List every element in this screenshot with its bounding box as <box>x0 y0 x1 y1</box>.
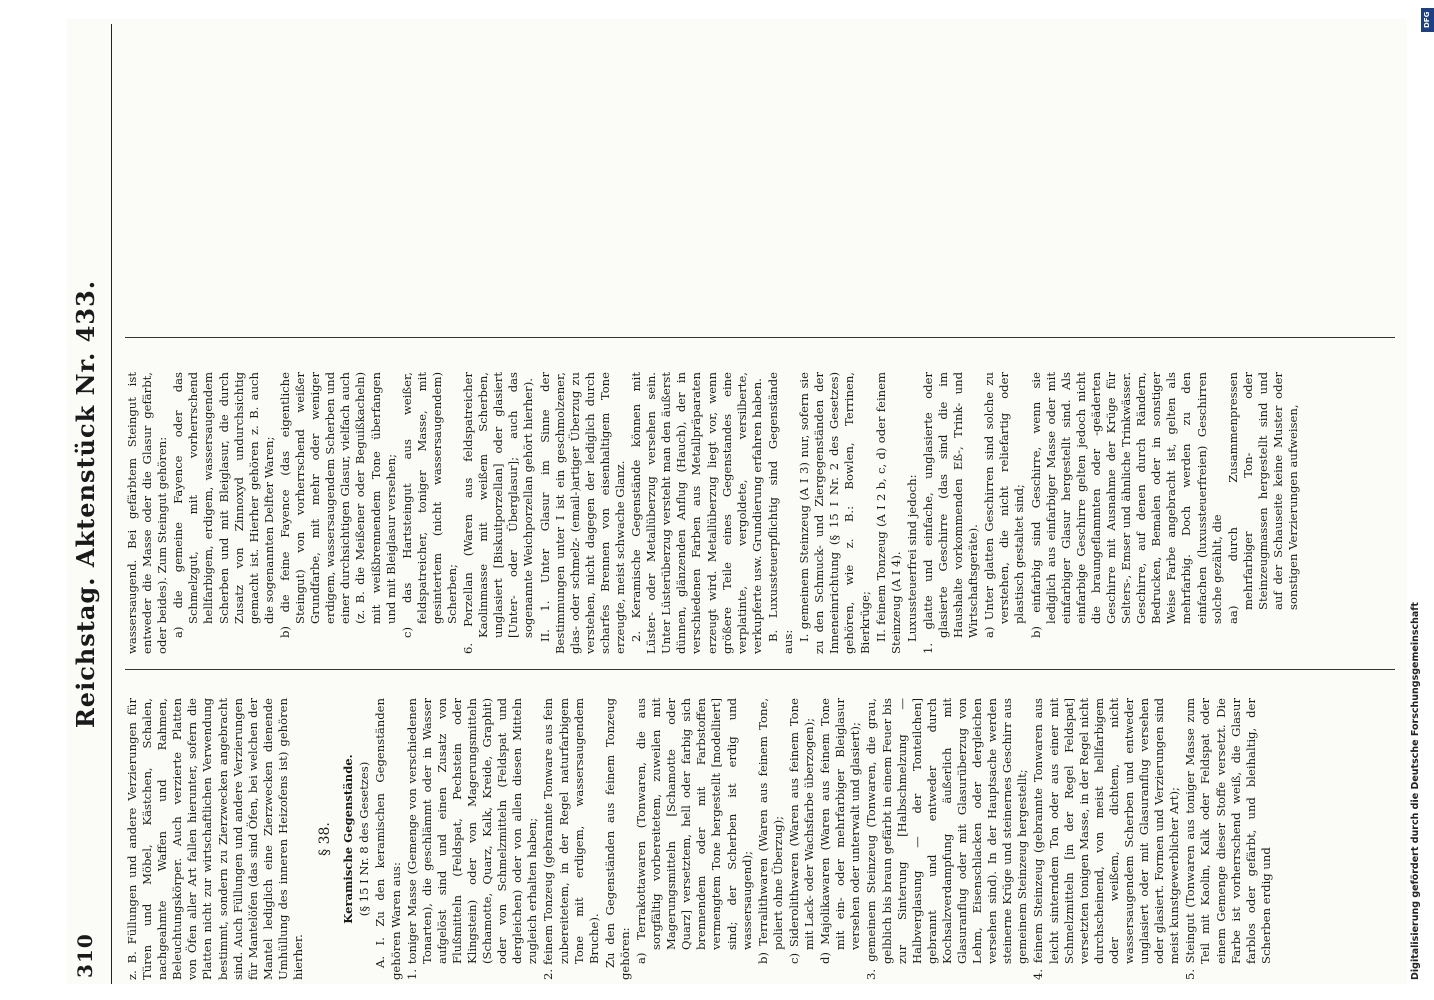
text-column-left <box>125 698 1395 980</box>
paragraph-continuation: wassersaugend. Bei gefärbtem Steingut ist entweder die Masse oder die Glasur gefärbt, oder beides). Zum Steingut gehören: <box>125 372 170 654</box>
page-number: 310 <box>73 933 97 978</box>
list-item-3: 3. gemeinem Steinzeug (Tonwaren, die grau, gelblich bis braun gefärbt in einem Feuer bis zur Sinterung [Halbschmelzung — Halbverglasung — der Tonteilchen] gebrannt und entweder durch Kochsalzverdampfung äußerlich mit Glasuranflug oder mit Glasurüberzug von Lehm, Eisenschlacken oder dergleichen versehen sind). In der Hauptsache werden steinerne Krüge und steinernes Geschirr aus gemeinem Steinzeug hergestellt; <box>864 698 1030 980</box>
dfg-logo: DFG <box>1421 8 1434 32</box>
exempt-item-aa: aa) durch Zusammenpressen mehrfarbiger Ton- oder Steinzeugmassen hergestellt sind und auf der Schauseite keine Muster oder sonstigen Verzierungen aufweisen, <box>1225 372 1301 624</box>
digitization-note: Digitalisierung gefördert durch die Deutsche Forschungsgemeinschaft <box>1410 602 1421 980</box>
list-item-1: 1. toniger Masse (Gemenge von verschiedenen Tonarten), die geschlämmt oder in Wasser aufgelöst sind und einen Zusatz von Flußmitteln (Feldspat, Pechstein oder Klingstein) oder von Magerungsmitteln (Schamotte, Quarz, Kalk, Kreide, Graphit) oder von Schmelzmitteln (Feldspat und dergleichen) oder von allen diesen Mitteln zugleich erhalten haben; <box>404 698 540 980</box>
page-title: Reichstag. Aktenstück Nr. 433. <box>71 279 100 729</box>
paragraph-ii-1: II. 1. Unter Glasur im Sinne der Bestimmungen unter I ist ein geschmolzener, glas- oder schmelz- (email-)artiger Überzug zu verstehen, nicht dagegen der lediglich durch scharfes Brennen von eisenhaltigem Tone erzeugte, meist schwache Glanz. <box>537 372 627 654</box>
paragraph-a-i: A. I. Zu den keramischen Gegenständen gehören Waren aus: <box>373 698 403 980</box>
running-header <box>67 24 112 984</box>
paragraph-exempt: Luxussteuerfrei sind jedoch: <box>904 474 919 642</box>
column-divider <box>125 669 1395 670</box>
list-item-5: 5. Steingut (Tonwaren aus toniger Masse zum Teil mit Kaolin, Kalk oder Feldspat oder einem Gemenge dieser Stoffe versetzt. Die Farbe ist vorherrschend weiß, die Glasur farblos oder gefärbt, und bleihaltig, der Scherben erdig und <box>1183 698 1273 980</box>
list-item-5b: b) die feine Fayence (das eigentliche Steingut) von vorherrschend weißer Grundfarbe, mit mehr oder weniger erdigem, wassersaugendem Scherben und einer durchsichtigen Glasur, vielfach auch (z. B. die Meißener oder Beguißkacheln) mit weißbrennendem Tone überfangen und mit Bleiglasur versehen; <box>277 372 398 638</box>
paragraph-ii-2: 2. Keramische Gegenstände können mit Lüster- oder Metallüberzug versehen sein. Unter Lüsterüberzug versteht man den äußerst dünnen, glänzenden Anflug (Hauch), der in verschiedenen Farben aus Metallpräparaten erzeugt wird. Metallüberzug liegt vor, wenn größere Teile eines Gegenstandes eine verplatinte, vergoldete, versilberte, verkupferte usw. Grundierung erfahren haben. <box>629 372 764 654</box>
text-column-right <box>125 40 1395 322</box>
section-heading: Keramische Gegenstände. <box>341 754 356 924</box>
text-column-middle <box>125 372 1395 654</box>
paragraph-b-i: I. gemeinem Steinzeug (A I 3) nur, sofern sie zu den Schmuck- und Ziergegenständen der Inneneinrichtung (§ 15 I Nr. 2 des Gesetzes) gehören, wie z. B.: Bowlen, Terrinen, Bierkrüge; <box>797 372 872 654</box>
list-item-5a: a) die gemeine Fayence oder das Schmelzgut, mit vorherrschend hellfarbigem, erdigem, wassersaugendem Scherben und mit Bleiglasur, die durch Zusatz von Zinnoxyd undurchsichtig gemacht ist. Hierher gehören z. B. auch die sogenannten Delfter Waren; <box>171 372 276 638</box>
document-page <box>67 19 1407 984</box>
list-item-6: 6. Porzellan (Waren aus feldspatreicher Kaolinmasse mit weißem Scherben, unglasiert [Biskuitporzellan] oder glasiert [Unter- oder Überglasur]; auch das sogenannte Weichporzellan gehört hierher). <box>461 372 536 654</box>
list-item-5c: c) das Hartsteingut aus weißer, feldspatreicher, toniger Masse, mit gesintertem (nicht wassersaugendem) Scherben; <box>399 372 459 638</box>
section-number: § 38. <box>317 822 334 856</box>
exempt-item-b: b) einfarbig sind Geschirre, wenn sie lediglich aus einfarbiger Masse oder mit einfarbiger Glasur hergestellt sind. Als einfarbige Geschirre gelten jedoch nicht die braungeflammten oder -geäderten Geschirre mit Ausnahme der Krüge für Selters-, Emser und ähnliche Trinkwässer. Geschirre, auf denen durch Rändern, Bedrucken, Bemalen oder in sonstiger Weise Farbe angebracht ist, gelten als mehrfarbig. Doch werden zu den einfachen (luxussteuerfreien) Geschirren solche gezählt, die <box>1028 372 1224 638</box>
list-item-2d: d) Majolikawaren (Waren aus feinem Tone mit ein- oder mehrfarbiger Bleiglasur versehen oder unterwalt und glasiert); <box>818 698 863 964</box>
paragraph-b-ii: II. feinem Tonzeug (A I 2 b, c, d) oder feinem Steinzeug (A I 4). <box>873 372 903 654</box>
list-item-2: 2. feinem Tonzeug (gebrannte Tonware aus fein zubereitetem, in der Regel naturfarbigem Tone mit erdigem, wassersaugendem Bruche). <box>541 698 601 980</box>
list-item-4: 4. feinem Steinzeug (gebrannte Tonwaren aus leicht sinterndem Ton oder aus einer mit Schmelzmitteln [in der Regel Feldspat] versetzten tonigen Masse, in der Regel nicht durchscheinend, von meist hellfarbigem oder weißem, dichtem, nicht wassersaugendem Scherben und entweder unglasiert oder mit Glasuranflug versehen oder glasiert. Formen und Verzierungen sind meist kunstgewerblicher Art); <box>1031 698 1182 980</box>
list-item-2c: c) Siderolithwaren (Waren aus feinem Tone mit Lack- oder Wachsfarbe überzogen); <box>786 698 817 964</box>
exempt-item-1: 1. glatte und einfache, unglasierte oder glasierte Geschirre (das sind die im Haushalte vorkommenden Eß-, Trink- und Wirtschaftsgeräte). <box>920 372 981 654</box>
exempt-item-a: a) Unter glatten Geschirren sind solche zu verstehen, die nicht reliefartig oder plastisch gestaltet sind; <box>982 372 1027 638</box>
paragraph-intro: z. B. Füllungen und andere Verzierungen für Türen und Möbel, Kästchen, Schalen, nachgeahmte Waffen und Rahmen, Beleuchtungskörper. Auch verzierte Platten von Öfen aller Art fallen hierunter, sofern die Platten nicht zur wirtschaftlichen Verwendung bestimmt, sondern zu Zierzwecken angebracht sind. Auch Füllungen und andere Verzierungen für Mantelöfen (das sind Öfen, bei welchen der Mantel lediglich eine Zierzwecken dienende Umhüllung des inneren Heizofens ist) gehören hierher. <box>125 698 306 980</box>
paragraph-b: B. Luxussteuerpflichtig sind Gegenstände aus: <box>765 372 796 654</box>
paragraph-2b: Zu den Gegenständen aus feinem Tonzeug gehören: <box>602 698 632 980</box>
law-reference: (§ 15 I Nr. 8 des Gesetzes) <box>357 761 372 917</box>
column-divider <box>125 337 1395 338</box>
list-item-2b: b) Terralithwaren (Waren aus feinem Tone, poliert ohne Überzug); <box>755 698 785 964</box>
list-item-2a: a) Terrakottawaren (Tonwaren, die aus sorgfältig vorbereitetem, zuweilen mit Magerungsmitteln [Schamotte oder Quarz] versetztem, hell oder farbig sich brennendem oder mit Farbstoffen vermengtem Tone hergestellt [modelliert] sind; der Scherben ist erdig und wassersaugend); <box>634 698 754 964</box>
